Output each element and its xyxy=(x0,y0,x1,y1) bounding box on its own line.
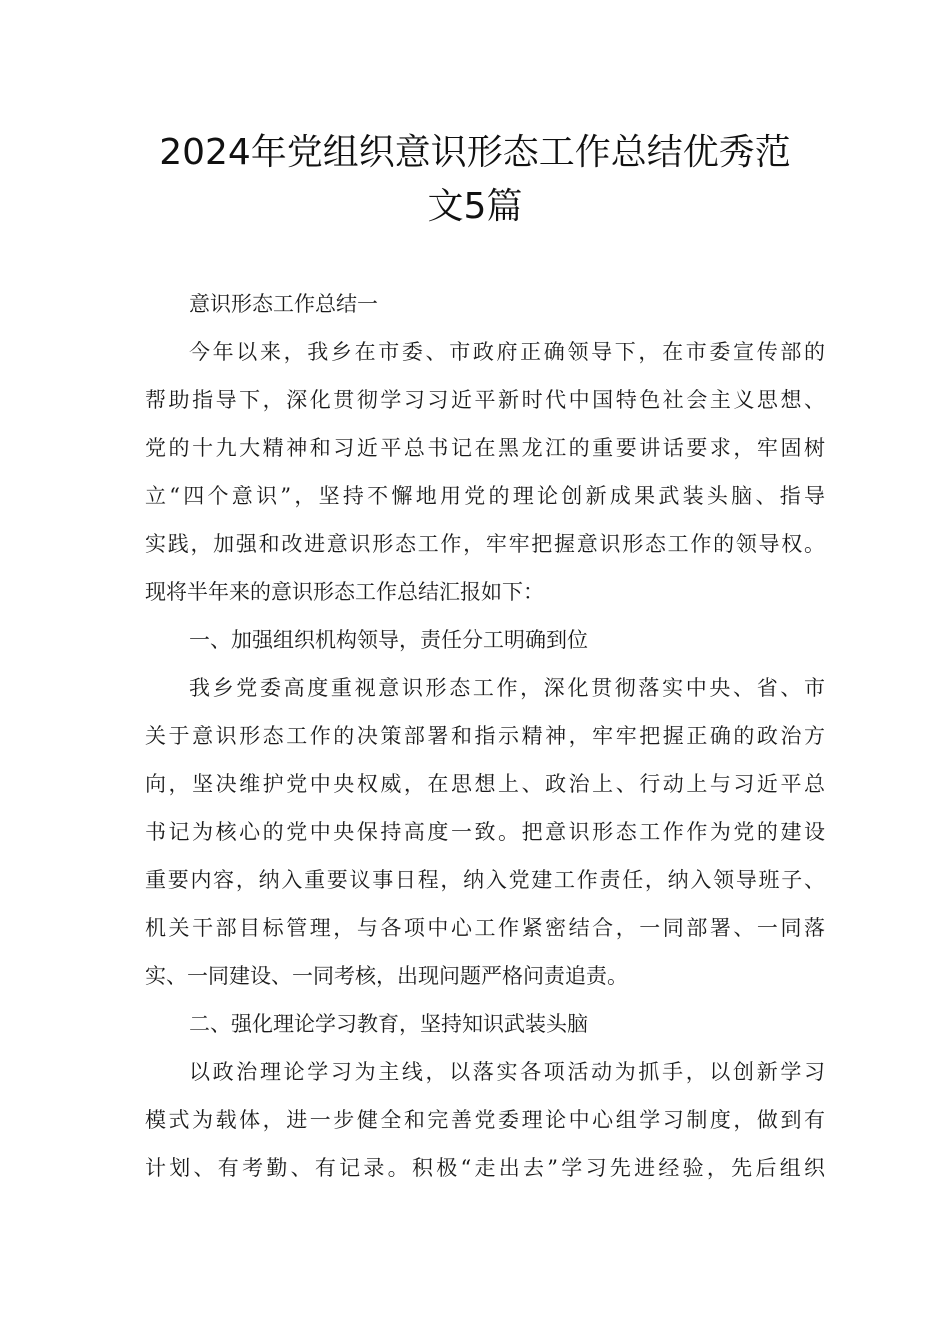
text-line: 今年以来，我乡在市委、市政府正确领导下，在市委宣传部的 xyxy=(189,340,825,364)
text-line: 我乡党委高度重视意识形态工作，深化贯彻落实中央、省、市 xyxy=(189,676,825,700)
text-line: 立“四个意识”，坚持不懈地用党的理论创新成果武装头脑、指导 xyxy=(145,484,825,508)
text-line: 机关干部目标管理，与各项中心工作紧密结合，一同部署、一同落 xyxy=(145,916,825,940)
document-title xyxy=(120,126,830,234)
title-line: 2024年党组织意识形态工作总结优秀范 xyxy=(159,132,791,173)
title-line: 文5篇 xyxy=(427,186,523,227)
text-line: 现将半年来的意识形态工作总结汇报如下： xyxy=(145,580,544,604)
document-body xyxy=(145,280,825,1192)
text-line: 向，坚决维护党中央权威，在思想上、政治上、行动上与习近平总 xyxy=(145,772,825,796)
text-line: 以政治理论学习为主线，以落实各项活动为抓手，以创新学习 xyxy=(189,1060,825,1084)
text-line: 意识形态工作总结一 xyxy=(189,292,378,316)
text-line: 模式为载体，进一步健全和完善党委理论中心组学习制度，做到有 xyxy=(145,1108,825,1132)
text-line: 帮助指导下，深化贯彻学习习近平新时代中国特色社会主义思想、 xyxy=(145,388,825,412)
text-line: 实、一同建设、一同考核，出现问题严格问责追责。 xyxy=(145,964,628,988)
text-line: 重要内容，纳入重要议事日程，纳入党建工作责任，纳入领导班子、 xyxy=(145,868,825,892)
text-line: 党的十九大精神和习近平总书记在黑龙江的重要讲话要求，牢固树 xyxy=(145,436,825,460)
text-line: 关于意识形态工作的决策部署和指示精神，牢牢把握正确的政治方 xyxy=(145,724,825,748)
text-line: 实践，加强和改进意识形态工作，牢牢把握意识形态工作的领导权。 xyxy=(145,532,825,556)
text-line: 书记为核心的党中央保持高度一致。把意识形态工作作为党的建设 xyxy=(145,820,825,844)
text-line: 计划、有考勤、有记录。积极“走出去”学习先进经验，先后组织 xyxy=(145,1156,825,1180)
text-line: 一、加强组织机构领导，责任分工明确到位 xyxy=(189,628,588,652)
text-line: 二、强化理论学习教育，坚持知识武装头脑 xyxy=(189,1012,588,1036)
